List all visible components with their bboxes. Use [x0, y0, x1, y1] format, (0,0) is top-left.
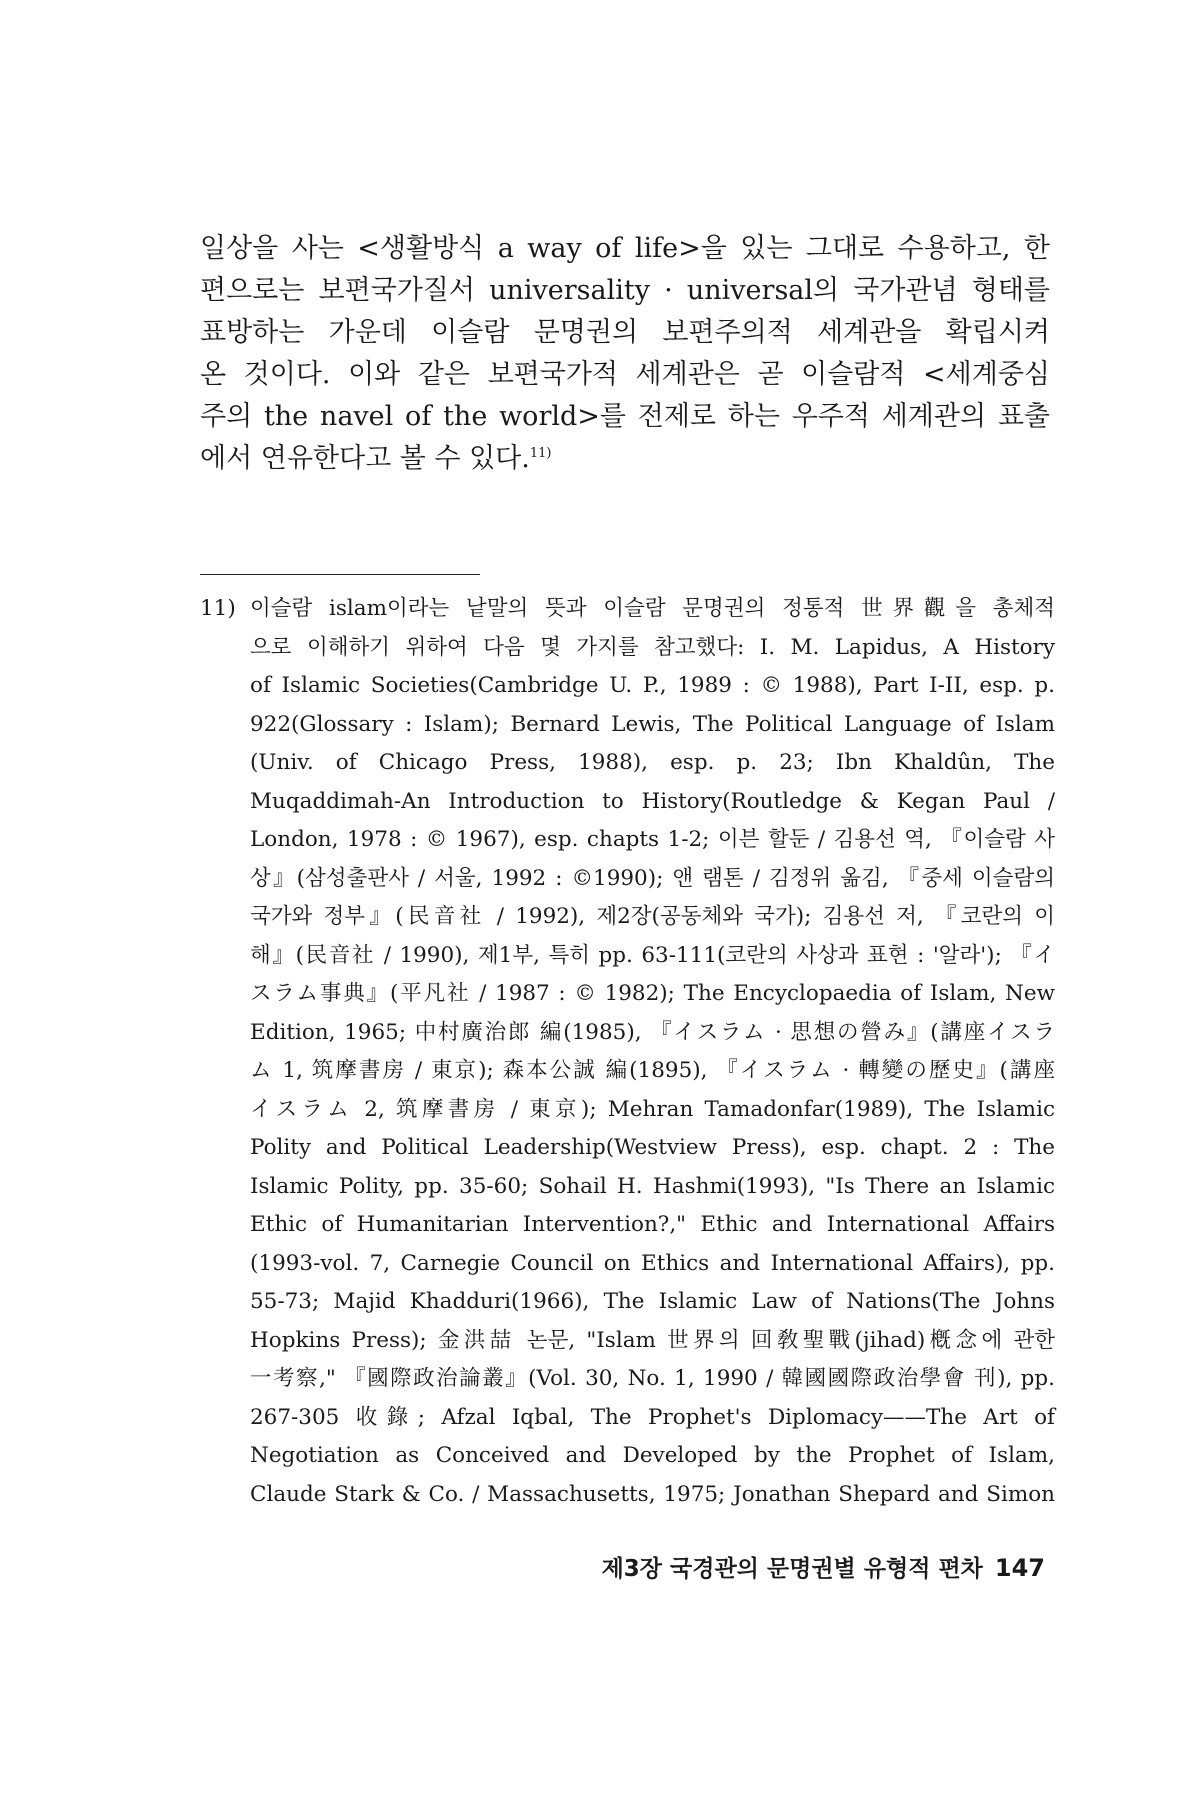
footnote-11 [200, 590, 1055, 1514]
main-paragraph [200, 228, 1050, 480]
footnote-line: (Univ. of Chicago Press, 1988), esp. p. 23; Ibn Khaldûn, The [250, 750, 1055, 775]
footnote-line: Islamic Polity, pp. 35-60; Sohail H. Hashmi(1993), "Is There an Islamic [250, 1173, 1055, 1199]
body-line: 표방하는 가운데 이슬람 문명권의 보편주의적 세계관을 확립시켜 [200, 317, 1050, 348]
footnote-line: 이슬람 islam이라는 낱말의 뜻과 이슬람 문명권의 정통적 世界觀을 총체적 [250, 596, 1055, 621]
footnote-line: of Islamic Societies(Cambridge U. P., 1989 : © 1988), Part I-II, esp. p. [250, 673, 1055, 698]
footnote-line: Hopkins Press); 金洪喆 논문, "Islam 世界의 回敎聖戰(jihad)槪念에 관한 [250, 1327, 1055, 1353]
footnote-line: Polity and Political Leadership(Westview Press), esp. chapt. 2 : The [250, 1135, 1055, 1160]
footnote-line: ム 1, 筑摩書房 / 東京); 森本公誠 編(1895), 『イスラム · 轉變の歷史』(講座 [250, 1058, 1055, 1083]
footnote-line: 국가와 정부』(民音社 / 1992), 제2장(공동체와 국가); 김용선 저, 『코란의 이 [250, 904, 1055, 929]
footnote-line: スラム事典』(平凡社 / 1987 : © 1982); The Encyclopaedia of Islam, New [250, 981, 1055, 1006]
footnote-line: Negotiation as Conceived and Developed by the Prophet of Islam, [250, 1443, 1055, 1468]
footnote-line: Ethic of Humanitarian Intervention?," Ethic and International Affairs [250, 1212, 1055, 1237]
footnote-line: イスラム 2, 筑摩書房 / 東京); Mehran Tamadonfar(1989), The Islamic [250, 1096, 1055, 1122]
footnote-line: 一考察," 『國際政治論叢』(Vol. 30, No. 1, 1990 / 韓國國際政治學會 刊), pp. [250, 1366, 1055, 1391]
footnote-line: (1993-vol. 7, Carnegie Council on Ethics and International Affairs), pp. [250, 1250, 1055, 1276]
running-head: 제3장 국경관의 문명권별 유형적 편차 [601, 1556, 983, 1582]
footnote-line: 해』(民音社 / 1990), 제1부, 특히 pp. 63-111(코란의 사상과 표현 : '알라'); 『イ [250, 942, 1055, 968]
footnote-divider [200, 574, 480, 575]
page-number: 147 [994, 1554, 1045, 1582]
body-line: 편으로는 보편국가질서 universality · universal의 국가관념 형태를 [200, 275, 1050, 306]
footnote-line: 267-305 收錄; Afzal Iqbal, The Prophet's Diplomacy——The Art of [250, 1404, 1055, 1430]
footnote-line: 922(Glossary : Islam); Bernard Lewis, The Political Language of Islam [250, 711, 1055, 737]
body-line-last [200, 438, 1050, 480]
body-line: 온 것이다. 이와 같은 보편국가적 세계관은 곧 이슬람적 <세계중심 [200, 359, 1050, 390]
footnote-body [250, 590, 1055, 1514]
footnote-number: 11) [200, 596, 236, 621]
footnote-line: Claude Stark & Co. / Massachusetts, 1975; Jonathan Shepard and Simon [250, 1481, 1055, 1507]
page-footer [565, 1553, 1045, 1584]
body-line-text: 에서 연유한다고 볼 수 있다. [200, 443, 530, 474]
footnote-line: Edition, 1965; 中村廣治郎 編(1985), 『イスラム · 思想の營み』(講座イスラ [250, 1019, 1055, 1045]
footnote-reference: 11) [529, 446, 552, 461]
footnote-line: 55-73; Majid Khadduri(1966), The Islamic Law of Nations(The Johns [250, 1289, 1055, 1314]
footnote-line: 상』(삼성출판사 / 서울, 1992 : ©1990); 앤 램톤 / 김정위 옮김, 『중세 이슬람의 [250, 865, 1055, 891]
body-line: 주의 the navel of the world>를 전제로 하는 우주적 세계관의 표출 [200, 401, 1050, 432]
body-line: 일상을 사는 <생활방식 a way of life>을 있는 그대로 수용하고, 한 [200, 233, 1050, 264]
footnote-line: London, 1978 : © 1967), esp. chapts 1-2; 이븐 할둔 / 김용선 역, 『이슬람 사 [250, 827, 1055, 852]
footnote-line: 으로 이해하기 위하여 다음 몇 가지를 참고했다: I. M. Lapidus, A History [250, 634, 1055, 660]
footnote-line: Muqaddimah-An Introduction to History(Routledge & Kegan Paul / [250, 788, 1055, 814]
